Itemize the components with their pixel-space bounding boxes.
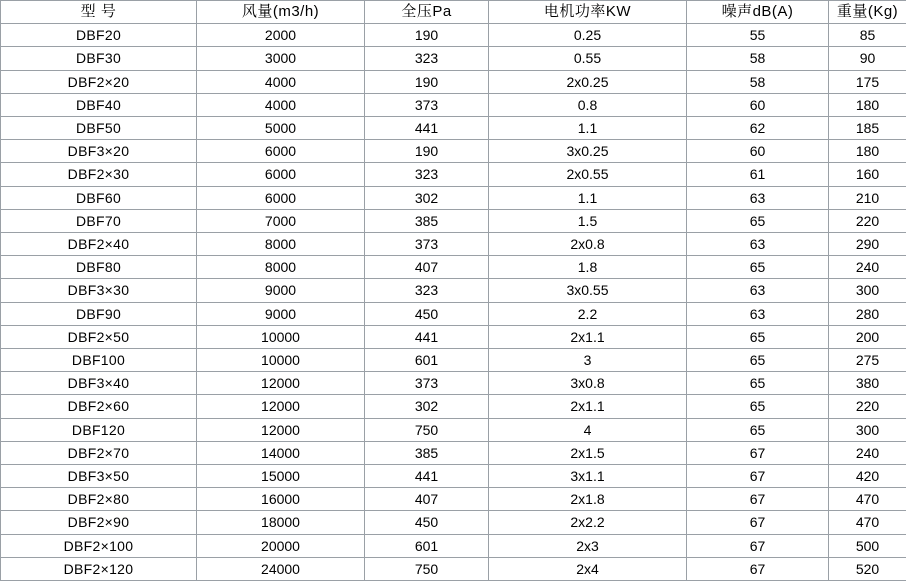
table-cell: 62 — [687, 117, 829, 140]
table-cell: 275 — [829, 349, 906, 372]
table-row — [1, 186, 906, 209]
table-cell: 175 — [829, 70, 906, 93]
table-cell: 601 — [365, 534, 489, 557]
table-row — [1, 418, 906, 441]
table-cell: 180 — [829, 93, 906, 116]
table-cell: 9000 — [197, 279, 365, 302]
column-header-airflow: 风量(m3/h) — [197, 1, 365, 24]
table-cell: 220 — [829, 395, 906, 418]
table-cell: 63 — [687, 302, 829, 325]
table-cell: 65 — [687, 325, 829, 348]
table-row — [1, 557, 906, 580]
table-cell: 2x0.25 — [489, 70, 687, 93]
table-cell: 3000 — [197, 47, 365, 70]
cell-model: DBF100 — [1, 349, 197, 372]
table-cell: 373 — [365, 93, 489, 116]
cell-model: DBF2×50 — [1, 325, 197, 348]
table-cell: 67 — [687, 488, 829, 511]
cell-model: DBF2×60 — [1, 395, 197, 418]
table-cell: 3x0.25 — [489, 140, 687, 163]
column-header-model: 型 号 — [1, 1, 197, 24]
table-cell: 2x3 — [489, 534, 687, 557]
table-cell: 470 — [829, 488, 906, 511]
table-body — [1, 24, 906, 581]
table-row — [1, 465, 906, 488]
table-cell: 0.8 — [489, 93, 687, 116]
table-cell: 65 — [687, 256, 829, 279]
table-cell: 61 — [687, 163, 829, 186]
table-cell: 280 — [829, 302, 906, 325]
table-row — [1, 233, 906, 256]
table-cell: 160 — [829, 163, 906, 186]
cell-model: DBF80 — [1, 256, 197, 279]
table-cell: 210 — [829, 186, 906, 209]
table-cell: 14000 — [197, 441, 365, 464]
table-cell: 16000 — [197, 488, 365, 511]
cell-model: DBF50 — [1, 117, 197, 140]
table-row — [1, 163, 906, 186]
table-cell: 10000 — [197, 349, 365, 372]
table-cell: 2x2.2 — [489, 511, 687, 534]
table-cell: 1.1 — [489, 186, 687, 209]
table-cell: 2.2 — [489, 302, 687, 325]
table-cell: 63 — [687, 186, 829, 209]
table-cell: 470 — [829, 511, 906, 534]
table-cell: 2x0.55 — [489, 163, 687, 186]
table-cell: 601 — [365, 349, 489, 372]
table-cell: 67 — [687, 534, 829, 557]
cell-model: DBF3×40 — [1, 372, 197, 395]
table-cell: 58 — [687, 47, 829, 70]
table-cell: 0.55 — [489, 47, 687, 70]
table-cell: 407 — [365, 488, 489, 511]
cell-model: DBF2×40 — [1, 233, 197, 256]
table-row — [1, 534, 906, 557]
cell-model: DBF20 — [1, 24, 197, 47]
column-header-motor-power: 电机功率KW — [489, 1, 687, 24]
table-cell: 15000 — [197, 465, 365, 488]
table-cell: 65 — [687, 395, 829, 418]
table-row — [1, 140, 906, 163]
table-row — [1, 349, 906, 372]
table-row — [1, 395, 906, 418]
table-cell: 60 — [687, 93, 829, 116]
table-cell: 2000 — [197, 24, 365, 47]
table-row — [1, 256, 906, 279]
table-cell: 12000 — [197, 395, 365, 418]
table-cell: 240 — [829, 256, 906, 279]
table-cell: 58 — [687, 70, 829, 93]
table-cell: 323 — [365, 47, 489, 70]
table-cell: 380 — [829, 372, 906, 395]
table-cell: 8000 — [197, 256, 365, 279]
table-cell: 6000 — [197, 163, 365, 186]
table-cell: 4000 — [197, 93, 365, 116]
table-cell: 185 — [829, 117, 906, 140]
table-row — [1, 372, 906, 395]
table-row — [1, 441, 906, 464]
cell-model: DBF2×100 — [1, 534, 197, 557]
table-cell: 302 — [365, 186, 489, 209]
cell-model: DBF120 — [1, 418, 197, 441]
table-cell: 450 — [365, 302, 489, 325]
column-header-weight: 重量(Kg) — [829, 1, 906, 24]
table-cell: 55 — [687, 24, 829, 47]
table-cell: 300 — [829, 418, 906, 441]
table-cell: 2x1.1 — [489, 395, 687, 418]
table-row — [1, 279, 906, 302]
table-cell: 2x4 — [489, 557, 687, 580]
table-cell: 190 — [365, 24, 489, 47]
table-cell: 200 — [829, 325, 906, 348]
table-cell: 4000 — [197, 70, 365, 93]
table-cell: 18000 — [197, 511, 365, 534]
table-cell: 12000 — [197, 372, 365, 395]
table-cell: 441 — [365, 325, 489, 348]
table-cell: 67 — [687, 441, 829, 464]
table-cell: 441 — [365, 117, 489, 140]
table-cell: 750 — [365, 418, 489, 441]
table-cell: 290 — [829, 233, 906, 256]
cell-model: DBF3×50 — [1, 465, 197, 488]
table-row — [1, 93, 906, 116]
table-row — [1, 325, 906, 348]
column-header-total-pressure: 全压Pa — [365, 1, 489, 24]
cell-model: DBF3×30 — [1, 279, 197, 302]
table-cell: 1.5 — [489, 209, 687, 232]
cell-model: DBF70 — [1, 209, 197, 232]
cell-model: DBF2×70 — [1, 441, 197, 464]
table-cell: 65 — [687, 372, 829, 395]
table-cell: 323 — [365, 279, 489, 302]
table-cell: 9000 — [197, 302, 365, 325]
table-row — [1, 70, 906, 93]
table-cell: 450 — [365, 511, 489, 534]
table-cell: 63 — [687, 279, 829, 302]
table-cell: 3x1.1 — [489, 465, 687, 488]
table-cell: 6000 — [197, 140, 365, 163]
table-row — [1, 24, 906, 47]
table-row — [1, 302, 906, 325]
table-cell: 500 — [829, 534, 906, 557]
cell-model: DBF40 — [1, 93, 197, 116]
cell-model: DBF2×90 — [1, 511, 197, 534]
table-cell: 12000 — [197, 418, 365, 441]
table-cell: 220 — [829, 209, 906, 232]
table-cell: 67 — [687, 465, 829, 488]
table-cell: 3x0.8 — [489, 372, 687, 395]
table-cell: 407 — [365, 256, 489, 279]
cell-model: DBF2×80 — [1, 488, 197, 511]
table-cell: 2x0.8 — [489, 233, 687, 256]
table-cell: 441 — [365, 465, 489, 488]
table-row — [1, 47, 906, 70]
cell-model: DBF2×20 — [1, 70, 197, 93]
cell-model: DBF3×20 — [1, 140, 197, 163]
cell-model: DBF60 — [1, 186, 197, 209]
table-cell: 20000 — [197, 534, 365, 557]
table-row — [1, 488, 906, 511]
table-cell: 10000 — [197, 325, 365, 348]
table-cell: 67 — [687, 557, 829, 580]
table-row — [1, 209, 906, 232]
cell-model: DBF2×30 — [1, 163, 197, 186]
table-cell: 2x1.5 — [489, 441, 687, 464]
table-row — [1, 511, 906, 534]
table-cell: 1.1 — [489, 117, 687, 140]
cell-model: DBF2×120 — [1, 557, 197, 580]
table-cell: 67 — [687, 511, 829, 534]
table-cell: 60 — [687, 140, 829, 163]
table-cell: 3x0.55 — [489, 279, 687, 302]
table-cell: 520 — [829, 557, 906, 580]
table-cell: 323 — [365, 163, 489, 186]
cell-model: DBF90 — [1, 302, 197, 325]
table-cell: 240 — [829, 441, 906, 464]
table-cell: 385 — [365, 209, 489, 232]
table-cell: 180 — [829, 140, 906, 163]
cell-model: DBF30 — [1, 47, 197, 70]
table-cell: 90 — [829, 47, 906, 70]
table-cell: 373 — [365, 372, 489, 395]
table-cell: 63 — [687, 233, 829, 256]
table-cell: 5000 — [197, 117, 365, 140]
table-cell: 65 — [687, 349, 829, 372]
table-cell: 65 — [687, 209, 829, 232]
table-cell: 7000 — [197, 209, 365, 232]
table-row — [1, 117, 906, 140]
table-cell: 385 — [365, 441, 489, 464]
table-header — [1, 1, 906, 24]
table-cell: 750 — [365, 557, 489, 580]
table-header-row — [1, 1, 906, 24]
table-cell: 85 — [829, 24, 906, 47]
table-cell: 2x1.1 — [489, 325, 687, 348]
table-cell: 1.8 — [489, 256, 687, 279]
table-cell: 373 — [365, 233, 489, 256]
table-cell: 8000 — [197, 233, 365, 256]
table-cell: 6000 — [197, 186, 365, 209]
table-cell: 190 — [365, 140, 489, 163]
table-cell: 2x1.8 — [489, 488, 687, 511]
table-cell: 0.25 — [489, 24, 687, 47]
table-cell: 4 — [489, 418, 687, 441]
table-cell: 3 — [489, 349, 687, 372]
table-cell: 24000 — [197, 557, 365, 580]
table-cell: 190 — [365, 70, 489, 93]
table-cell: 65 — [687, 418, 829, 441]
table-cell: 420 — [829, 465, 906, 488]
column-header-noise: 噪声dB(A) — [687, 1, 829, 24]
table-cell: 302 — [365, 395, 489, 418]
table-cell: 300 — [829, 279, 906, 302]
